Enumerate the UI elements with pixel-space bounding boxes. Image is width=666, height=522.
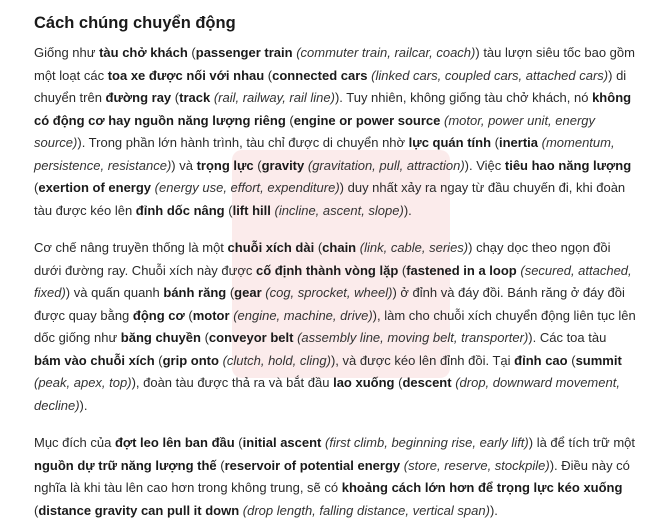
bold-term: distance gravity can pull it down bbox=[38, 502, 240, 518]
body-text: ( bbox=[264, 67, 273, 83]
body-text: ), làm cho chuỗi xích chuyển động liên tục lên dốc giống như bbox=[34, 307, 636, 345]
bold-term: tiêu hao năng lượng bbox=[504, 157, 632, 173]
bold-term: grip onto bbox=[162, 352, 219, 368]
synonyms-note: (clutch, hold, cling) bbox=[222, 352, 331, 368]
body-text: ( bbox=[34, 180, 39, 195]
body-text: Cơ chế nâng truyền thống là một bbox=[34, 240, 228, 255]
bold-term: motor bbox=[192, 307, 230, 323]
body-text: ). Các toa tàu bbox=[528, 330, 607, 345]
synonyms-note: (peak, apex, top) bbox=[34, 375, 132, 390]
body-text: ) là để tích trữ một bbox=[528, 435, 635, 450]
bold-term: toa xe được nối với nhau bbox=[107, 67, 265, 83]
body-text: ). bbox=[79, 397, 88, 413]
bold-term: reservoir of potential energy bbox=[224, 457, 401, 473]
bold-term: không có động cơ hay nguồn năng lượng riêng bbox=[34, 90, 632, 128]
body-text: ), đoàn tàu được thả ra và bắt đầu bbox=[131, 375, 334, 390]
bold-term: khoảng cách lớn hơn để trọng lực kéo xuống bbox=[341, 480, 623, 495]
synonyms-note: (store, reserve, stockpile) bbox=[403, 457, 550, 473]
bold-term: cố định thành vòng lặp bbox=[255, 262, 399, 278]
synonyms-note: (drop length, falling distance, vertical span) bbox=[242, 502, 490, 518]
synonyms-note: (link, cable, series) bbox=[359, 240, 469, 255]
body-text: ). Điều này có nghĩa là khi tàu lên cao hơn trong không trung, sẽ có bbox=[34, 457, 630, 495]
bold-term: engine or power source bbox=[293, 112, 441, 128]
bold-term: đường ray bbox=[105, 90, 172, 105]
synonyms-note: (momentum, persistence, resistance) bbox=[34, 135, 615, 173]
body-text: Mục đích của bbox=[34, 435, 115, 450]
bold-term: track bbox=[179, 90, 211, 105]
body-text: ). Tuy nhiên, không giống tàu chở khách, nó bbox=[334, 90, 593, 105]
bold-term: fastened in a loop bbox=[406, 262, 517, 278]
bold-term: đợt leo lên ban đầu bbox=[114, 435, 235, 450]
body-text: ( bbox=[398, 262, 407, 278]
bold-term: băng chuyền bbox=[120, 330, 201, 345]
paragraph bbox=[34, 42, 636, 222]
synonyms-note: (engine, machine, drive) bbox=[233, 307, 373, 323]
paragraph bbox=[34, 432, 636, 522]
synonyms-note: (commuter train, railcar, coach) bbox=[296, 45, 476, 60]
body-text: ( bbox=[171, 90, 180, 105]
bold-term: descent bbox=[402, 375, 452, 390]
synonyms-note: (first climb, beginning rise, early lift) bbox=[325, 435, 529, 450]
body-text: ( bbox=[200, 330, 209, 345]
bold-term: tàu chở khách bbox=[99, 45, 188, 60]
body-text: ) duy nhất xảy ra ngay từ đầu chuyến đi, khi đoàn tàu được kéo lên bbox=[34, 180, 626, 218]
bold-term: passenger train bbox=[195, 45, 293, 60]
bold-term: gravity bbox=[261, 157, 305, 173]
bold-term: initial ascent bbox=[242, 435, 322, 450]
body-text: ) tàu lượn siêu tốc bao gồm một loạt các bbox=[34, 45, 635, 83]
paragraph bbox=[34, 237, 636, 417]
bold-term: trọng lực bbox=[196, 157, 254, 173]
bold-term: lao xuống bbox=[333, 375, 395, 390]
bold-term: connected cars bbox=[272, 67, 368, 83]
body-text: ( bbox=[234, 435, 243, 450]
bold-term: bám vào chuỗi xích bbox=[34, 352, 155, 368]
bold-term: inertia bbox=[498, 135, 538, 150]
body-text: ( bbox=[567, 352, 576, 368]
bold-term: đỉnh dốc nâng bbox=[135, 202, 225, 218]
body-text: ( bbox=[184, 307, 193, 323]
bold-term: lift hill bbox=[232, 202, 271, 218]
body-text: ). Trong phần lớn hành trình, tàu chỉ được di chuyển nhờ bbox=[77, 135, 409, 150]
body-text: ( bbox=[224, 202, 233, 218]
synonyms-note: (secured, attached, fixed) bbox=[34, 262, 632, 300]
body-text: ). bbox=[489, 502, 498, 518]
bold-term: exertion of energy bbox=[38, 180, 152, 195]
body-text: ( bbox=[34, 502, 39, 518]
body-text: ( bbox=[226, 285, 235, 300]
bold-term: gear bbox=[234, 285, 262, 300]
body-text: ). bbox=[403, 202, 412, 218]
bold-term: bánh răng bbox=[163, 285, 227, 300]
body-text: ( bbox=[253, 157, 262, 173]
body-text: ) ở đỉnh và đáy đồi. Bánh răng ở đáy đồi được quay bằng bbox=[34, 285, 625, 323]
body-text: ). Việc bbox=[464, 157, 505, 173]
bold-term: chuỗi xích dài bbox=[227, 240, 315, 255]
synonyms-note: (incline, ascent, slope) bbox=[274, 202, 404, 218]
body-text: ) chạy dọc theo ngọn đồi dưới đường ray. Chuỗi xích này được bbox=[34, 240, 611, 278]
body-text: ( bbox=[394, 375, 403, 390]
bold-term: conveyor belt bbox=[208, 330, 294, 345]
synonyms-note: (drop, downward movement, decline) bbox=[34, 375, 620, 413]
synonyms-note: (linked cars, coupled cars, attached cars) bbox=[371, 67, 609, 83]
bold-term: đỉnh cao bbox=[514, 352, 568, 368]
body-text: ) và bbox=[171, 157, 197, 173]
body-text: ), và được kéo lên đỉnh đồi. Tại bbox=[330, 352, 515, 368]
bold-term: lực quán tính bbox=[408, 135, 492, 150]
body-text: ) di chuyển trên bbox=[34, 67, 627, 105]
synonyms-note: (motor, power unit, energy source) bbox=[34, 112, 596, 150]
body-text: ( bbox=[285, 112, 294, 128]
synonyms-note: (cog, sprocket, wheel) bbox=[265, 285, 393, 300]
synonyms-note: (gravitation, pull, attraction) bbox=[307, 157, 465, 173]
body-text: ( bbox=[314, 240, 323, 255]
body-text: ) và quấn quanh bbox=[65, 285, 164, 300]
body-text: ( bbox=[491, 135, 499, 150]
bold-term: chain bbox=[322, 240, 357, 255]
body-text: ( bbox=[187, 45, 196, 60]
bold-term: nguồn dự trữ năng lượng thế bbox=[34, 457, 217, 473]
body-text: ( bbox=[154, 352, 163, 368]
synonyms-note: (assembly line, moving belt, transporter) bbox=[297, 330, 529, 345]
body-text: Giống như bbox=[34, 45, 100, 60]
body-text: ( bbox=[216, 457, 225, 473]
section-heading: Cách chúng chuyển động bbox=[34, 14, 236, 32]
bold-term: summit bbox=[575, 352, 622, 368]
synonyms-note: (energy use, effort, expenditure) bbox=[154, 180, 340, 195]
synonyms-note: (rail, railway, rail line) bbox=[213, 90, 335, 105]
bold-term: động cơ bbox=[132, 307, 185, 323]
